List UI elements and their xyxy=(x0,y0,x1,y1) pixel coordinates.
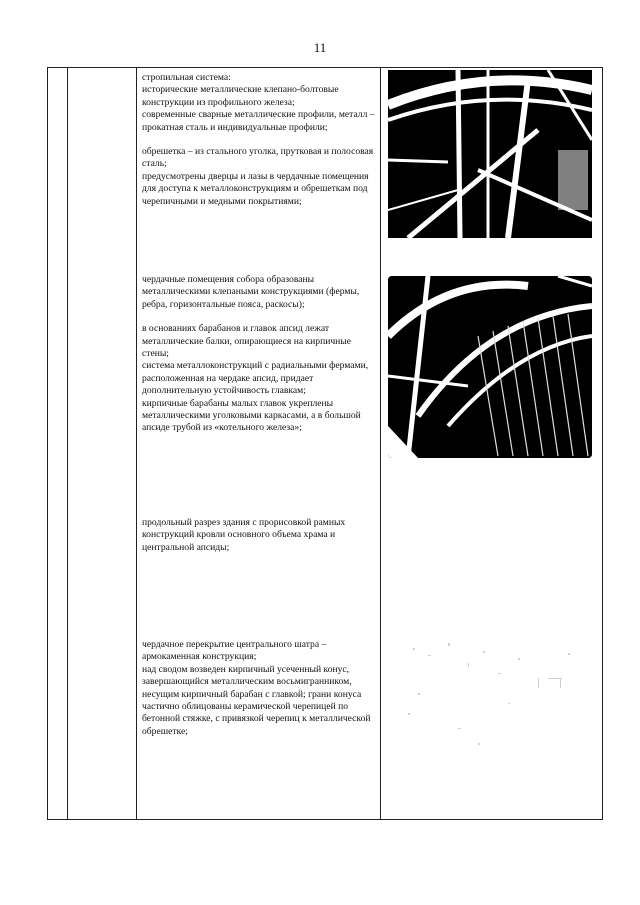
roof-truss-photo-2 xyxy=(388,276,592,458)
paragraph: обрешетка – из стального уголка, прутковая и полосовая сталь; xyxy=(142,146,374,170)
truss-photo-graphic xyxy=(388,276,592,458)
paragraph: продольный разрез здания с прорисовкой рамных конструкций кровли основного объема храма и центральной апсиды; xyxy=(142,517,346,553)
paragraph: предусмотрены дверцы и лазы в чердачные помещения для доступа к металлоконструкциям и обрешеткам под черепичными и медными покрытиями; xyxy=(142,170,369,207)
document-table xyxy=(47,67,603,820)
faint-drawing xyxy=(388,633,598,763)
truss-photo-graphic xyxy=(388,70,592,238)
column-divider-3 xyxy=(380,68,381,819)
paragraph: исторические металлические клепано-болтовые конструкции из профильного железа; xyxy=(142,84,339,108)
row-1-text xyxy=(142,72,378,208)
row-3-text xyxy=(142,517,378,554)
row-2-text xyxy=(142,274,378,435)
row-4-text xyxy=(142,639,378,738)
column-divider-2 xyxy=(136,68,137,819)
paragraph: стропильная система: xyxy=(142,72,231,83)
paragraph: современные сварные металлические профили, металл – прокатная сталь и индивидуальные профили; xyxy=(142,109,375,133)
roof-truss-photo-1 xyxy=(388,70,592,238)
page-number: 11 xyxy=(313,40,327,55)
paragraph: над сводом возведен кирпичный усеченный конус, завершающийся металлическим восьмигранником, несущим кирпичный барабан с главкой; грани конуса частично облицованы керамической черепицей по бетонной стяжке, с привязкой черепиц к металлической обрешетке; xyxy=(142,663,371,737)
column-divider-1 xyxy=(67,68,68,819)
faint-drawing-graphic xyxy=(388,633,598,763)
paragraph: чердачное перекрытие центрального шатра – армокаменная конструкция; xyxy=(142,639,327,663)
paragraph: кирпичные барабаны малых главок укреплены металлическими уголковыми каркасами, а в большой апсиде трубой из «котельного железа»; xyxy=(142,397,361,434)
paragraph: система металлоконструкций с радиальными фермами, расположенная на чердаке апсид, придает дополнительную устойчивость главкам; xyxy=(142,360,369,397)
paragraph: чердачные помещения собора образованы металлическими клепаными конструкциями (фермы, ребра, горизонтальные пояса, раскосы); xyxy=(142,274,360,310)
paragraph: в основаниях барабанов и главок апсид лежат металлические балки, опирающиеся на кирпичные стены; xyxy=(142,323,352,360)
